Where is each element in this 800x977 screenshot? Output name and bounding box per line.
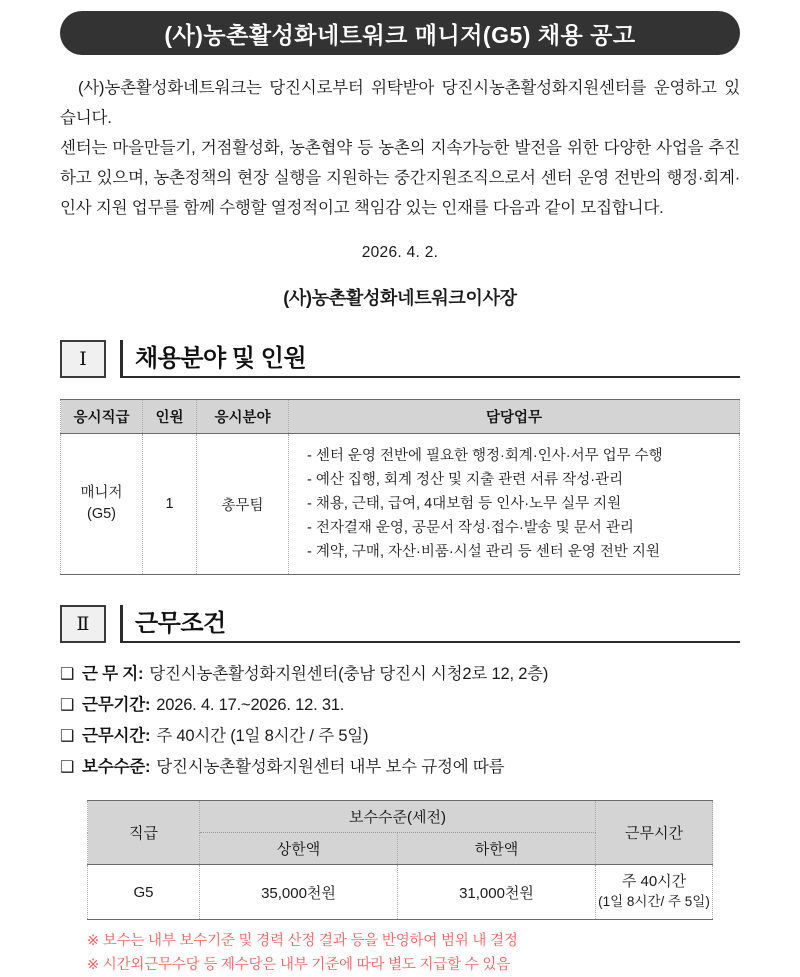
cell-field: 총무팀 (197, 434, 289, 575)
column-header-duties: 담당업무 (289, 400, 740, 434)
column-header-headcount: 인원 (143, 400, 197, 434)
table-row (61, 434, 740, 575)
list-item (60, 659, 740, 690)
column-header-field: 응시분야 (197, 400, 289, 434)
condition-value: 당진시농촌활성화지원센터 내부 보수 규정에 따름 (156, 758, 505, 776)
section-title-wrap-2 (120, 605, 740, 643)
cell-headcount: 1 (143, 434, 197, 575)
intro-paragraph-1: (사)농촌활성화네트워크는 당진시로부터 위탁받아 당진시농촌활성화지원센터를 운영하고 있습니다. (60, 79, 740, 127)
column-header-upper-limit: 상한액 (200, 833, 398, 865)
footnote: ※ 보수는 내부 보수기준 및 경력 산정 결과 등을 반영하여 범위 내 결정 (87, 933, 518, 949)
condition-value: 당진시농촌활성화지원센터(충남 당진시 시청2로 12, 2층) (149, 665, 549, 683)
section-number-1: Ⅰ (60, 340, 106, 378)
cell-hours (596, 865, 713, 920)
list-item (60, 752, 740, 783)
square-bullet-icon: ❑ (60, 697, 75, 714)
intro-text (60, 73, 740, 223)
column-header-grade: 직급 (88, 801, 200, 865)
section-title-1: 채용분야 및 인원 (135, 345, 307, 372)
announcement-signature: (사)농촌활성화네트워크이사장 (283, 288, 517, 308)
square-bullet-icon: ❑ (60, 666, 75, 683)
table-header-row (88, 801, 713, 833)
announcement-date: 2026. 4. 2. (361, 244, 439, 261)
footnote: ※ 시간외근무수당 등 제수당은 내부 기준에 따라 별도 지급할 수 있음 (87, 957, 511, 973)
column-header-lower-limit: 하한액 (398, 833, 596, 865)
cell-grade (61, 434, 143, 575)
table-row (88, 865, 713, 920)
square-bullet-icon: ❑ (60, 728, 75, 745)
hours-sub-text: (1일 8시간/ 주 5일) (598, 894, 710, 909)
cell-duties (289, 434, 740, 575)
pay-table (87, 800, 713, 920)
duty-line: - 계약, 구매, 자산·비품·시설 관리 등 센터 운영 전반 지원 (307, 544, 660, 560)
section-header-2 (60, 605, 740, 643)
condition-value: 주 40시간 (1일 8시간 / 주 5일) (156, 727, 369, 745)
section-header-1 (60, 340, 740, 378)
cell-lower-limit: 31,000천원 (398, 865, 596, 920)
document-title-banner (60, 11, 740, 55)
list-item (60, 690, 740, 721)
duty-line: - 채용, 근태, 급여, 4대보험 등 인사·노무 실무 지원 (307, 496, 622, 512)
footnotes (60, 929, 740, 977)
pay-table-wrap (60, 800, 740, 920)
condition-label: 근무시간: (82, 727, 151, 745)
column-header-pay-group: 보수수준(세전) (200, 801, 596, 833)
cell-upper-limit: 35,000천원 (200, 865, 398, 920)
intro-paragraph-2: 센터는 마을만들기, 거점활성화, 농촌협약 등 농촌의 지속가능한 발전을 위한 다양한 사업을 추진하고 있으며, 농촌정책의 현장 실행을 지원하는 중간지원조직으로서 센터 운영 전반의 행정·회계·인사 지원 업무를 함께 수행할 열정적이고 책임감 있는 인재를 다음과 같이 모집합니다. (60, 139, 740, 217)
hours-main-text: 주 40시간 (621, 873, 687, 890)
condition-value: 2026. 4. 17.~2026. 12. 31. (156, 696, 345, 714)
grade-sub-text: (G5) (87, 506, 116, 522)
duty-line: - 예산 집행, 회계 정산 및 지출 관련 서류 작성·관리 (307, 472, 624, 488)
condition-label: 근 무 지: (82, 665, 144, 683)
work-conditions-list (60, 659, 740, 783)
condition-label: 보수수준: (82, 758, 151, 776)
duty-line: - 센터 운영 전반에 필요한 행정·회계·인사·서무 업무 수행 (307, 448, 663, 464)
cell-grade: G5 (88, 865, 200, 920)
column-header-grade: 응시직급 (61, 400, 143, 434)
square-bullet-icon: ❑ (60, 759, 75, 776)
recruitment-table (60, 399, 740, 575)
section-number-2: Ⅱ (60, 605, 106, 643)
table-header-row (61, 400, 740, 434)
list-item (60, 721, 740, 752)
section-title-wrap-1 (120, 340, 740, 378)
page-title: (사)농촌활성화네트워크 매니저(G5) 채용 공고 (164, 21, 636, 48)
section-title-2: 근무조건 (135, 610, 226, 637)
document-page (0, 11, 800, 973)
grade-main-text: 매니저 (80, 485, 123, 501)
column-header-hours: 근무시간 (596, 801, 713, 865)
condition-label: 근무기간: (82, 696, 151, 714)
duty-line: - 전자결재 운영, 공문서 작성·접수·발송 및 문서 관리 (307, 520, 634, 536)
